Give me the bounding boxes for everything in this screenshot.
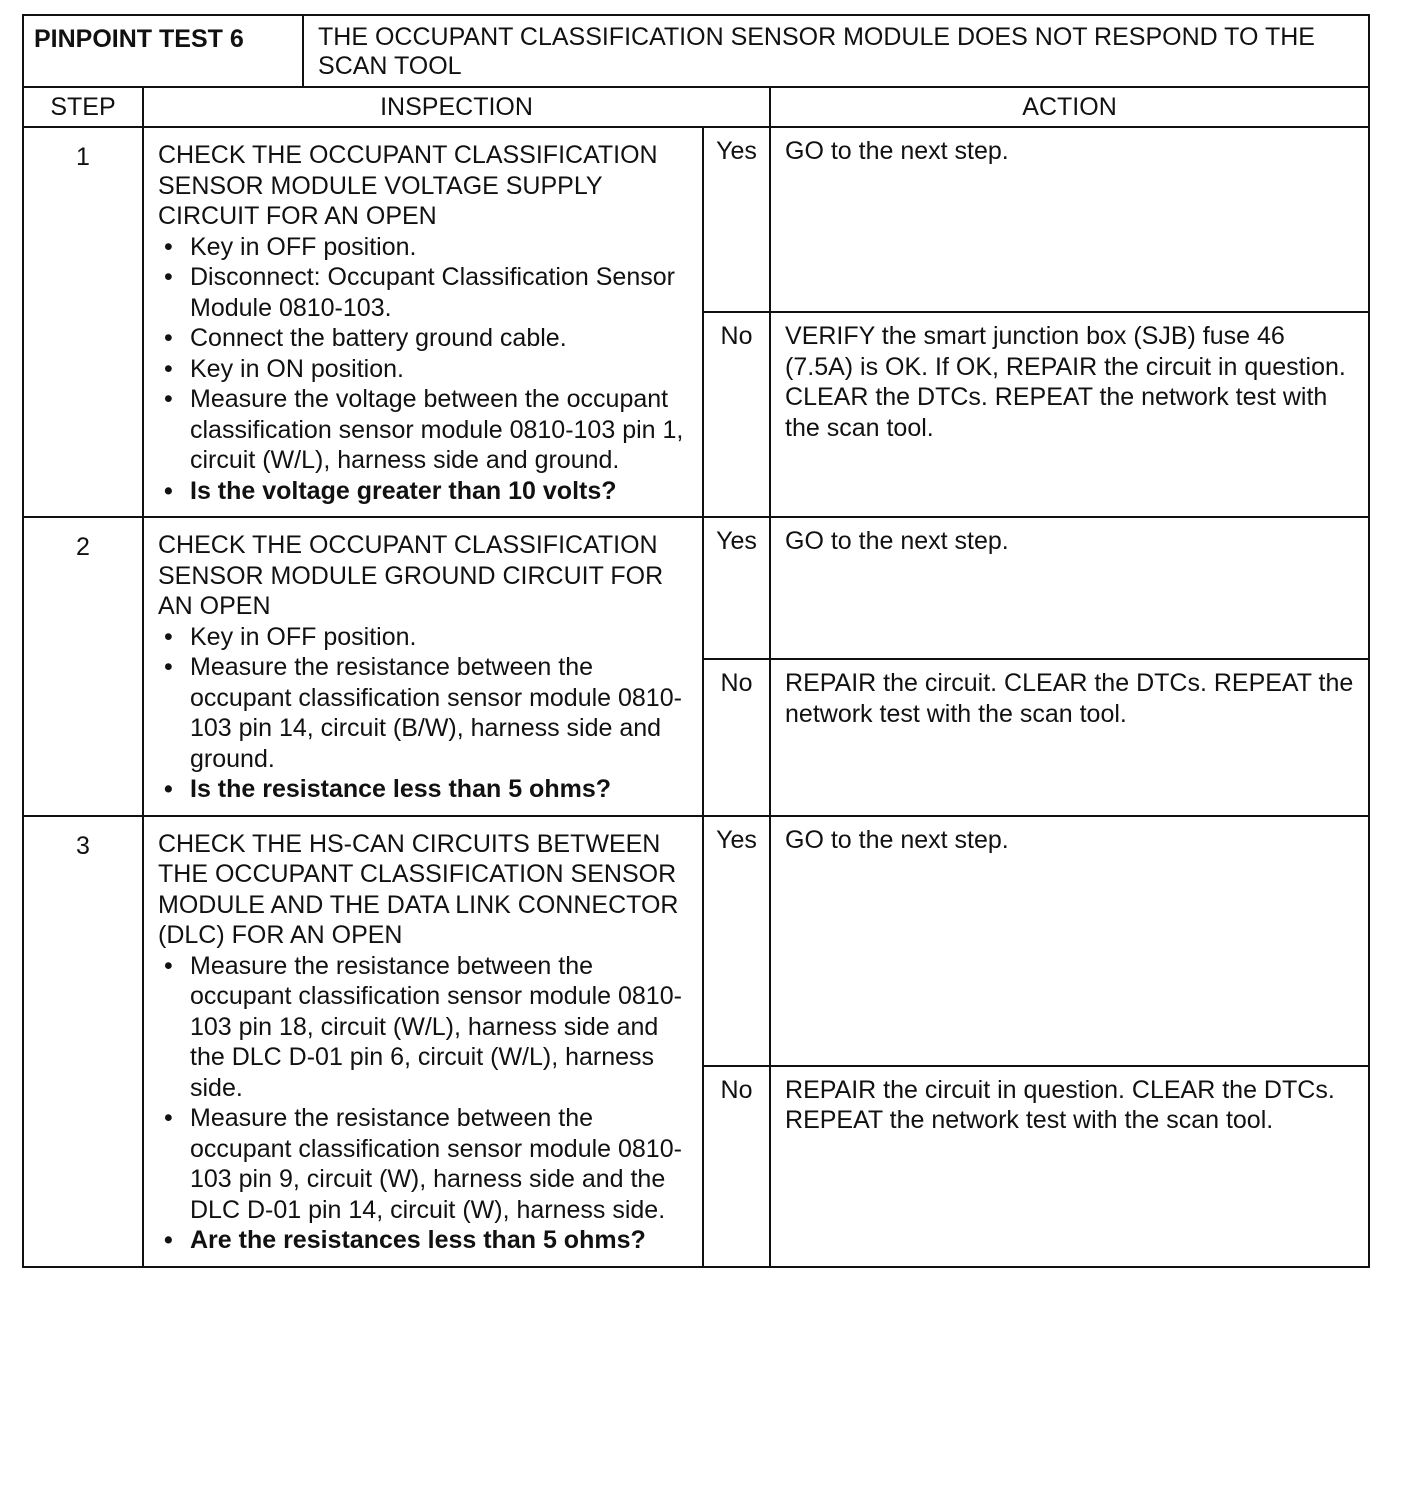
step-number: 2 (23, 517, 143, 816)
inspection-header: INSPECTION (143, 87, 770, 127)
yes-label: Yes (703, 517, 770, 659)
inspection-heading: CHECK THE HS-CAN CIRCUITS BETWEEN THE OCCUPANT CLASSIFICATION SENSOR MODULE AND THE DATA LINK CONNECTOR (DLC) FOR AN OPEN (158, 829, 679, 949)
test-description: THE OCCUPANT CLASSIFICATION SENSOR MODULE DOES NOT RESPOND TO THE SCAN TOOL (303, 15, 1369, 87)
inspection-bullet: • Measure the voltage between the occupant classification sensor module 0810-103 pin 1, circuit (W/L), harness side and ground. (158, 384, 688, 476)
step-number: 3 (23, 816, 143, 1267)
yes-action: GO to the next step. (770, 127, 1369, 312)
inspection-bullet: • Key in OFF position. (158, 232, 688, 263)
no-label: No (703, 659, 770, 816)
inspection-bullets (158, 622, 688, 805)
no-label: No (703, 1066, 770, 1267)
inspection-bullets (158, 951, 688, 1256)
inspection-bullet: • Connect the battery ground cable. (158, 323, 688, 354)
yes-label: Yes (703, 816, 770, 1066)
step-1-yes-row (23, 127, 1369, 312)
yes-action: GO to the next step. (770, 816, 1369, 1066)
inspection-bullet: • Measure the resistance between the occupant classification sensor module 0810-103 pin 14, circuit (B/W), harness side and ground. (158, 652, 688, 774)
action-header: ACTION (770, 87, 1369, 127)
no-action: REPAIR the circuit in question. CLEAR the DTCs. REPEAT the network test with the scan tool. (770, 1066, 1369, 1267)
inspection-bullet: • Disconnect: Occupant Classification Sensor Module 0810-103. (158, 262, 688, 323)
step-2-inspection (143, 517, 703, 816)
step-3-inspection (143, 816, 703, 1267)
inspection-bullets (158, 232, 688, 507)
inspection-bullet: • Key in OFF position. (158, 622, 688, 653)
inspection-bullet: • Measure the resistance between the occupant classification sensor module 0810-103 pin 18, circuit (W/L), harness side and the DLC D-01 pin 6, circuit (W/L), harness side. (158, 951, 688, 1104)
test-title: PINPOINT TEST 6 (23, 15, 303, 87)
inspection-question: • Is the voltage greater than 10 volts? (158, 476, 688, 507)
pinpoint-test-document (22, 14, 1368, 1268)
step-header: STEP (23, 87, 143, 127)
header-row (23, 87, 1369, 127)
no-action: VERIFY the smart junction box (SJB) fuse 46 (7.5A) is OK. If OK, REPAIR the circuit in question. CLEAR the DTCs. REPEAT the network test with the scan tool. (770, 312, 1369, 517)
step-number: 1 (23, 127, 143, 517)
inspection-question: • Are the resistances less than 5 ohms? (158, 1225, 688, 1256)
inspection-heading: CHECK THE OCCUPANT CLASSIFICATION SENSOR MODULE VOLTAGE SUPPLY CIRCUIT FOR AN OPEN (158, 141, 658, 230)
step-2-yes-row (23, 517, 1369, 659)
yes-label: Yes (703, 127, 770, 312)
step-3-yes-row (23, 816, 1369, 1066)
step-1-inspection (143, 127, 703, 517)
title-row (23, 15, 1369, 87)
pinpoint-test-table (22, 14, 1370, 1268)
inspection-bullet: • Key in ON position. (158, 354, 688, 385)
inspection-heading: CHECK THE OCCUPANT CLASSIFICATION SENSOR MODULE GROUND CIRCUIT FOR AN OPEN (158, 531, 664, 620)
inspection-bullet: • Measure the resistance between the occupant classification sensor module 0810-103 pin 9, circuit (W), harness side and the DLC D-01 pin 14, circuit (W), harness side. (158, 1103, 688, 1225)
inspection-question: • Is the resistance less than 5 ohms? (158, 774, 688, 805)
no-label: No (703, 312, 770, 517)
yes-action: GO to the next step. (770, 517, 1369, 659)
no-action: REPAIR the circuit. CLEAR the DTCs. REPEAT the network test with the scan tool. (770, 659, 1369, 816)
